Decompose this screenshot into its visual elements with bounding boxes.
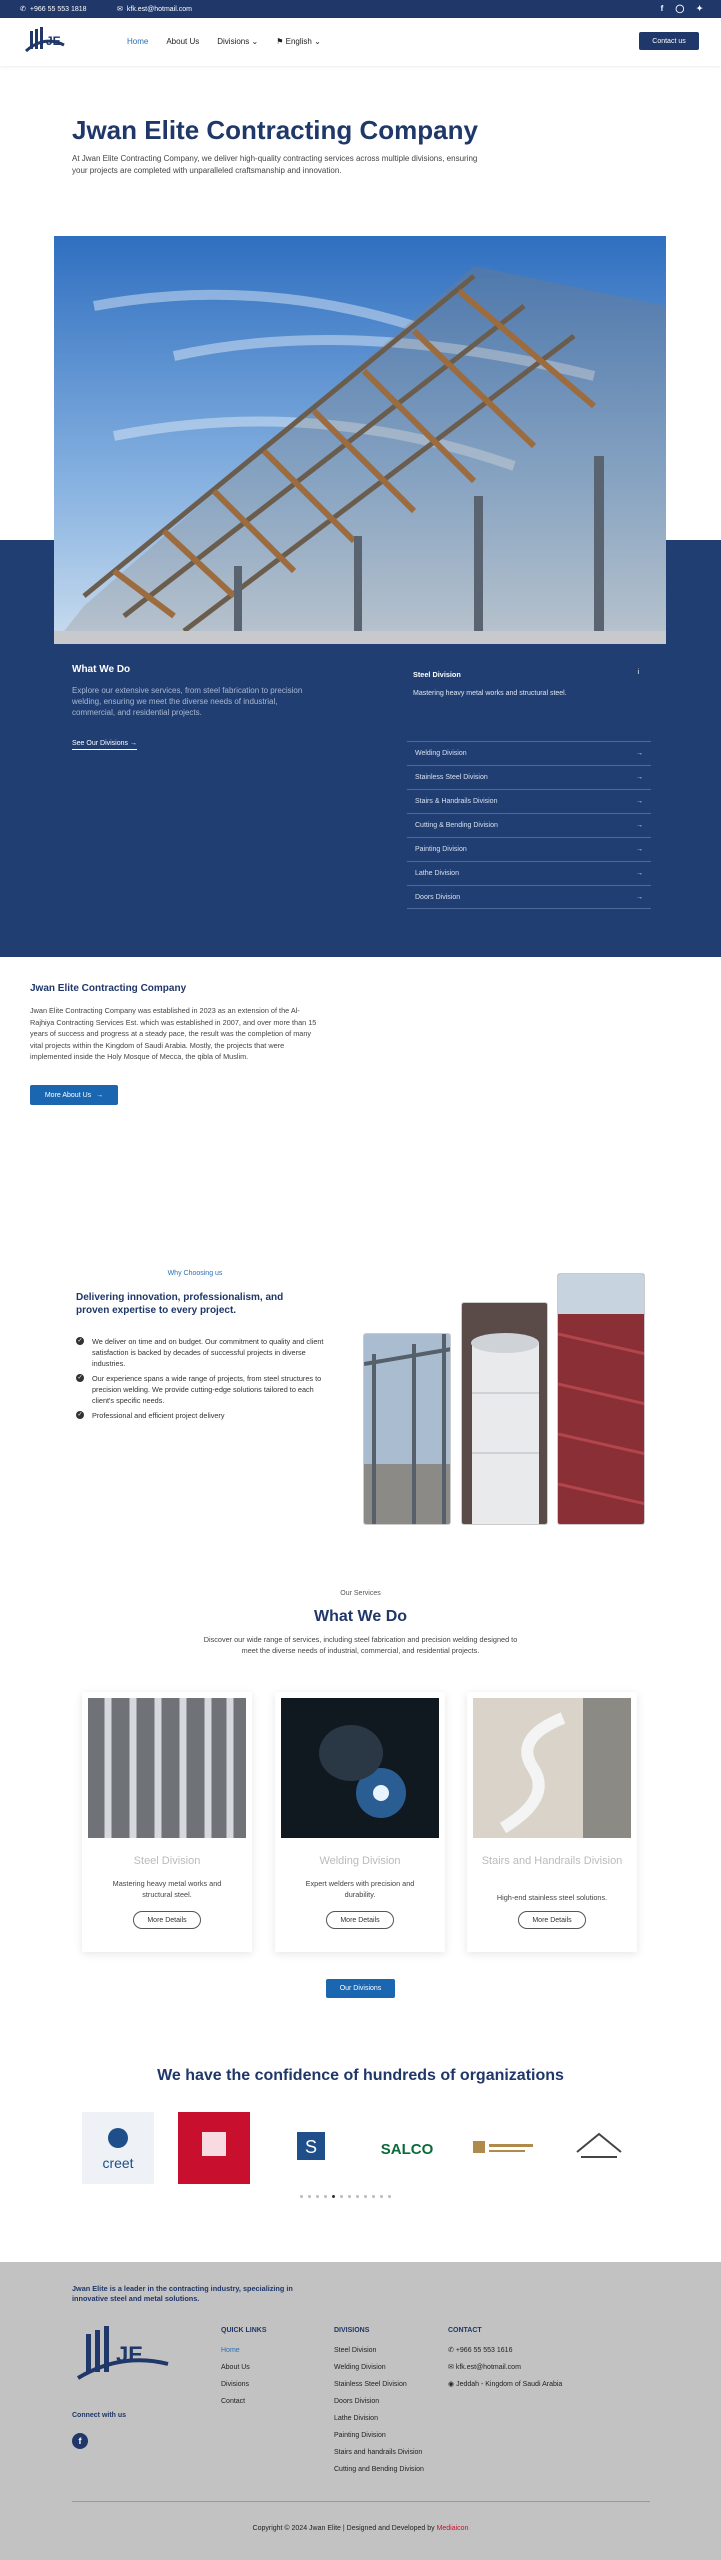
more-details-button[interactable]: More Details xyxy=(518,1911,586,1929)
twitter-icon[interactable]: ✦ xyxy=(696,4,703,13)
client-logo-red xyxy=(178,2112,250,2184)
services-description: Discover our wide range of services, including steel fabrication and precision welding designed to meet the diverse needs of industrial, commercial, and residential projects. xyxy=(203,1635,518,1655)
welding-image xyxy=(281,1698,439,1838)
carousel-dot[interactable] xyxy=(300,2195,303,2198)
arrow-right-icon: → xyxy=(636,774,643,781)
facebook-icon[interactable]: f xyxy=(72,2433,88,2449)
contact-button[interactable]: Contact us xyxy=(639,32,699,50)
list-item: ✓ Our experience spans a wide range of projects, from steel structures to precision welding. We provide cutting-edge solutions tailored to each client's specific needs. xyxy=(77,1374,322,1405)
about-description: Jwan Elite Contracting Company was established in 2023 as an extension of the Al-Rajhiya Contracting Services Est. which was established in 2007, and over more than 15 years of success and progress at a steady pace, the result was the completion of many vital projects within the Kingdom of Saudi Arabia. Mostly, the projects that were implemented inside the Holy Mosque of Mecca, the qibla of Muslim. xyxy=(30,1006,317,1061)
footer-phone[interactable]: ✆ +966 55 553 1616 xyxy=(448,2347,513,2354)
arrow-right-icon: → xyxy=(636,798,643,805)
more-details-button[interactable]: More Details xyxy=(133,1911,201,1929)
division-item[interactable]: Cutting & Bending Division → xyxy=(407,813,651,837)
service-card-desc: Expert welders with precision and durability. xyxy=(305,1879,415,1899)
services-title: What We Do xyxy=(313,1608,408,1625)
footer-address: ◉ Jeddah - Kingdom of Saudi Arabia xyxy=(448,2381,563,2388)
featured-division xyxy=(407,664,651,714)
arrow-right-icon: → xyxy=(636,750,643,757)
copyright: Copyright © 2024 Jwan Elite | Designed and Developed by Mediaicon xyxy=(252,2525,469,2532)
service-card xyxy=(82,1692,252,1952)
service-card xyxy=(467,1692,637,1952)
footer-link[interactable]: About Us xyxy=(221,2364,250,2371)
carousel-dot[interactable] xyxy=(388,2195,391,2198)
service-card-title: Welding Division xyxy=(319,1855,401,1867)
flag-icon: ⚑ xyxy=(276,37,284,46)
footer-intro: Jwan Elite is a leader in the contracting industry, specializing in innovative steel and metal solutions. xyxy=(72,2284,293,2303)
tank-photo xyxy=(461,1302,548,1525)
division-item[interactable]: Painting Division → xyxy=(407,837,651,861)
service-card xyxy=(275,1692,445,1952)
arrow-right-icon: → xyxy=(636,893,643,901)
steel-pipes-image xyxy=(88,1698,246,1838)
service-card-title: Stairs and Handrails Division xyxy=(481,1855,623,1867)
check-icon: ✓ xyxy=(77,1374,83,1381)
mail-icon: ✉ xyxy=(117,6,123,13)
client-logo-5 xyxy=(467,2112,539,2184)
arrow-right-icon: → xyxy=(96,1091,104,1099)
nav-about[interactable]: About Us xyxy=(166,37,200,46)
hero-description: At Jwan Elite Contracting Company, we deliver high-quality contracting services across multiple divisions, ensuring your projects are completed with unparalleled craftsmanship and innovation. xyxy=(72,154,478,175)
service-card-title: Steel Division xyxy=(133,1855,201,1867)
phone-icon: ✆ xyxy=(20,6,26,13)
mail-icon: ✉ xyxy=(448,2364,454,2371)
footer-divider xyxy=(72,2501,650,2502)
footer-link[interactable]: Painting Division xyxy=(334,2432,386,2439)
hero-steel-structure-image xyxy=(54,236,666,644)
info-icon[interactable]: i xyxy=(637,669,639,676)
connect-label: Connect with us xyxy=(72,2412,127,2419)
svg-text:creet: creet xyxy=(102,2155,134,2171)
location-icon: ◉ xyxy=(448,2381,455,2388)
quick-links-title: QUICK LINKS xyxy=(221,2327,267,2334)
division-item[interactable]: Lathe Division → xyxy=(407,861,651,885)
carousel-dot[interactable] xyxy=(356,2195,359,2198)
svg-text:JE: JE xyxy=(46,34,61,48)
about-title: Jwan Elite Contracting Company xyxy=(30,983,187,994)
footer-link[interactable]: Steel Division xyxy=(334,2347,377,2354)
check-icon: ✓ xyxy=(77,1337,83,1344)
footer-link[interactable]: Welding Division xyxy=(334,2364,386,2371)
footer-contact xyxy=(448,2322,562,2393)
more-about-button[interactable]: More About Us → xyxy=(30,1085,118,1105)
footer-quick-links xyxy=(221,2322,267,2410)
instagram-icon[interactable]: ◯ xyxy=(675,4,685,13)
what-we-do-description: Explore our extensive services, from steel fabrication to precision welding, ensuring we meet the diverse needs of industrial, commercial, and residential projects. xyxy=(72,686,303,717)
svg-text:S: S xyxy=(304,2137,318,2157)
why-label: Why Choosing us xyxy=(167,1270,223,1277)
footer-link[interactable]: Doors Division xyxy=(334,2398,380,2405)
nav-divisions[interactable]: Divisions ⌄ xyxy=(217,37,259,46)
hero-title: Jwan Elite Contracting Company xyxy=(72,115,478,145)
facebook-icon[interactable]: f xyxy=(660,4,664,13)
company-logo[interactable] xyxy=(22,25,66,59)
client-logo-s xyxy=(275,2112,347,2184)
list-item: ✓ Professional and efficient project delivery xyxy=(77,1411,225,1420)
services-label: Our Services xyxy=(340,1590,381,1597)
carousel-dot[interactable] xyxy=(364,2195,367,2198)
footer-link[interactable]: Cutting and Bending Division xyxy=(334,2466,424,2473)
carousel-dot[interactable] xyxy=(324,2195,327,2198)
service-card-desc: High-end stainless steel solutions. xyxy=(496,1893,608,1902)
footer-link[interactable]: Contact xyxy=(221,2398,246,2405)
division-item[interactable]: Welding Division → xyxy=(407,741,651,765)
carousel-dot[interactable] xyxy=(380,2195,383,2198)
contact-title: CONTACT xyxy=(448,2327,482,2334)
main-nav xyxy=(0,18,721,66)
developer-link[interactable]: Mediaicon xyxy=(436,2525,469,2532)
carousel-dots xyxy=(300,2195,391,2198)
what-we-do-title: What We Do xyxy=(72,664,131,675)
svg-text:SALCO: SALCO xyxy=(380,2141,434,2158)
spiral-stairs-image xyxy=(473,1698,631,1838)
chevron-down-icon: ⌄ xyxy=(251,37,259,46)
top-phone[interactable]: ✆ +966 55 553 1818 xyxy=(20,5,87,13)
footer-link[interactable]: Lathe Division xyxy=(334,2415,378,2422)
client-logo-salco xyxy=(371,2112,443,2184)
carousel-dot[interactable] xyxy=(308,2195,311,2198)
more-details-button[interactable]: More Details xyxy=(326,1911,394,1929)
list-item: ✓ We deliver on time and on budget. Our commitment to quality and client satisfaction is backed by decades of successful projects in diverse industries. xyxy=(77,1337,324,1368)
service-card-desc: Mastering heavy metal works and structural steel. xyxy=(112,1879,222,1899)
top-email[interactable]: ✉ kfk.est@hotmail.com xyxy=(117,5,192,13)
why-title: Delivering innovation, professionalism, and proven expertise to every project. xyxy=(76,1292,284,1316)
footer-divisions xyxy=(334,2322,424,2478)
red-roof-photo xyxy=(557,1273,645,1525)
carousel-dot[interactable] xyxy=(316,2195,319,2198)
see-divisions-link[interactable]: See Our Divisions → xyxy=(72,740,137,750)
carousel-dot[interactable] xyxy=(348,2195,351,2198)
carousel-dot[interactable] xyxy=(340,2195,343,2198)
social-links xyxy=(661,4,703,13)
footer-link[interactable]: Stairs and handrails Division xyxy=(334,2449,423,2456)
divisions-title: DIVISIONS xyxy=(334,2327,370,2334)
arrow-right-icon: → xyxy=(636,822,643,829)
nav-home[interactable]: Home xyxy=(127,37,149,46)
why-list xyxy=(76,1336,326,1425)
phone-icon: ✆ xyxy=(448,2347,454,2354)
carousel-dot[interactable] xyxy=(332,2195,335,2198)
language-selector[interactable]: ⚑ English ⌄ xyxy=(276,37,321,46)
clients-title: We have the confidence of hundreds of organizations xyxy=(157,2067,564,2084)
client-logo-creet xyxy=(82,2112,154,2184)
arrow-right-icon: → xyxy=(636,870,643,877)
steel-frame-photo xyxy=(363,1333,451,1525)
our-divisions-button[interactable]: Our Divisions xyxy=(326,1979,395,1998)
svg-text:JE: JE xyxy=(116,2342,143,2367)
arrow-right-icon: → xyxy=(129,740,137,747)
featured-division-desc: Mastering heavy metal works and structural steel. xyxy=(413,690,567,697)
top-bar xyxy=(0,0,721,18)
division-list xyxy=(407,741,651,909)
division-item[interactable]: Stairs & Handrails Division → xyxy=(407,789,651,813)
division-item[interactable]: Stainless Steel Division → xyxy=(407,765,651,789)
arrow-right-icon: → xyxy=(636,846,643,853)
footer-link[interactable]: Stainless Steel Division xyxy=(334,2381,407,2388)
footer-logo xyxy=(72,2324,172,2390)
featured-division-title: Steel Division xyxy=(413,670,461,679)
division-item[interactable]: Doors Division → xyxy=(407,885,651,909)
client-logo-masarat xyxy=(563,2112,635,2184)
carousel-dot[interactable] xyxy=(372,2195,375,2198)
footer-link[interactable]: Home xyxy=(221,2347,240,2354)
chevron-down-icon: ⌄ xyxy=(314,37,321,46)
check-icon: ✓ xyxy=(77,1411,83,1418)
footer-email[interactable]: ✉ kfk.est@hotmail.com xyxy=(448,2364,521,2371)
footer-link[interactable]: Divisions xyxy=(221,2381,250,2388)
